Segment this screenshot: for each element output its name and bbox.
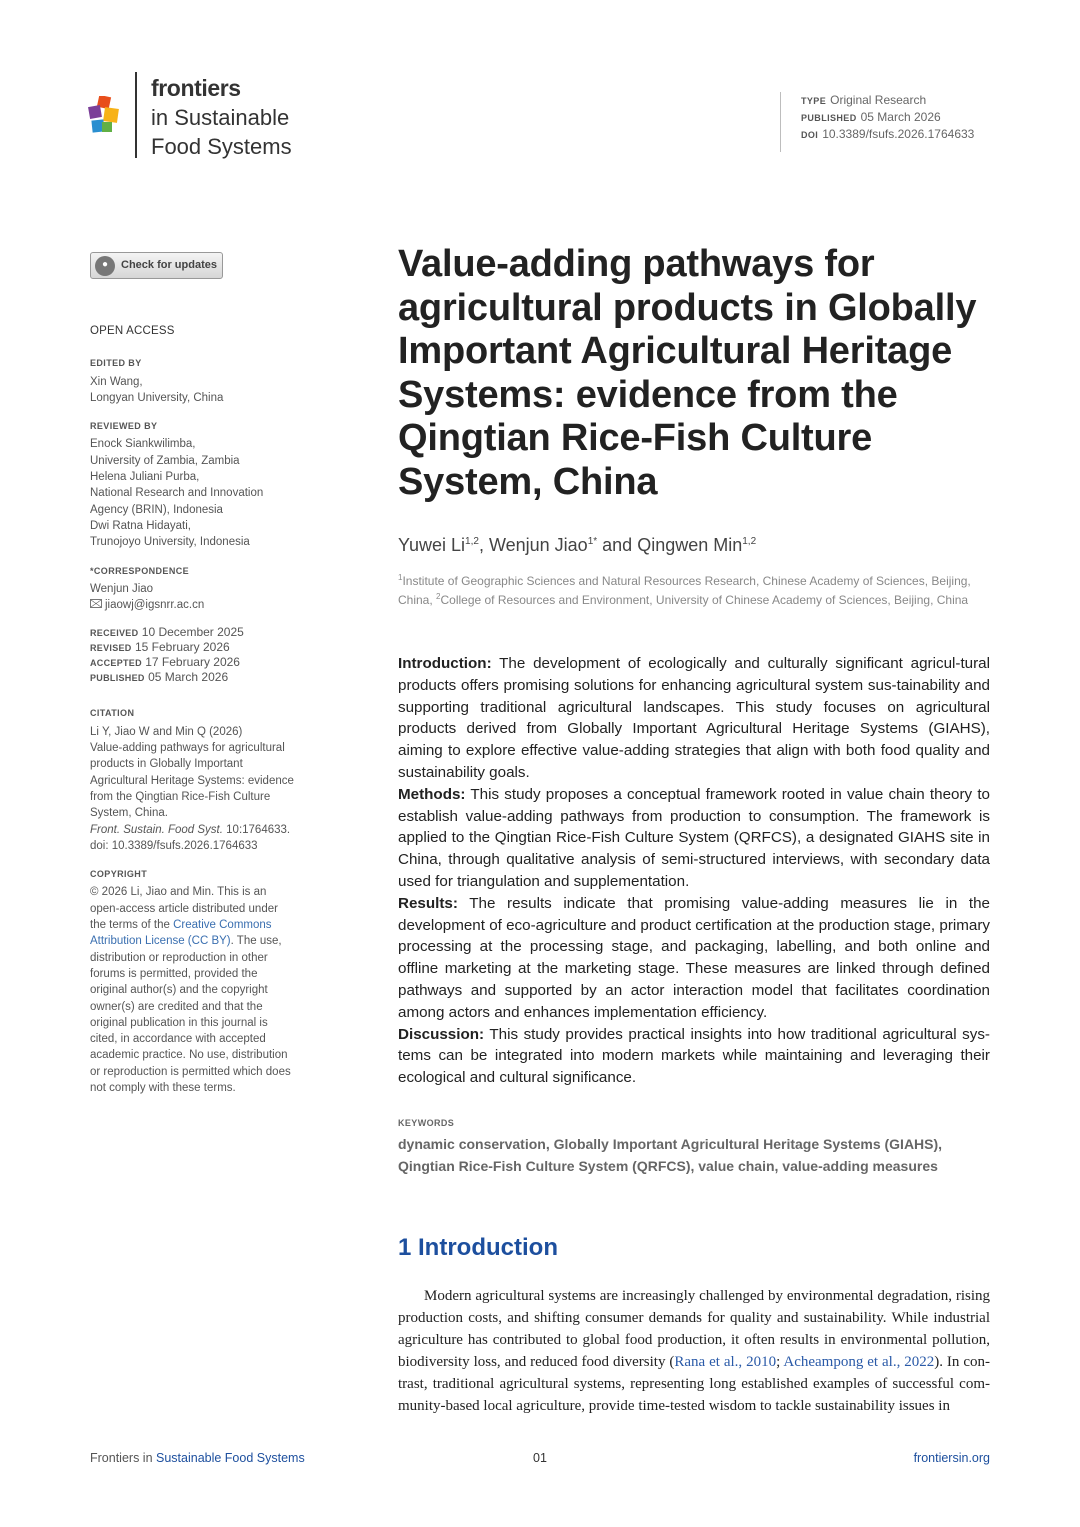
citation-link[interactable]: Rana et al., 2010 [674, 1354, 777, 1370]
reviewer-line: Enock Siankwilimba, [90, 438, 196, 451]
copyright-line: open-access article distributed under [90, 902, 278, 915]
abstract-results-text: The results indicate that promising value-adding measures lie in the development of eco-agriculture and product certification at the production stage, primary processing at the processing stage, and packaging, labelling, and both online and offline marketing at the marketing stage. These measures are linked through defined pathways and supported by an actor interaction model that facilitates coordination among actors and enhances implementation efficiency. [398, 894, 990, 1021]
footer-journal-prefix: Frontiers in [90, 1451, 156, 1465]
reviewed-by-label: REVIEWED BY [90, 421, 158, 432]
copyright-terms-prefix: the terms of the [90, 919, 174, 932]
article-sidebar [90, 252, 330, 1096]
affil-sup: 1 [398, 573, 403, 582]
reviewer-line: Agency (BRIN), Indonesia [90, 503, 223, 516]
correspondence-email[interactable]: jiaowj@igsnrr.ac.cn [105, 599, 205, 612]
abstract-discussion [398, 1024, 990, 1089]
type-value: Original Research [830, 93, 927, 107]
published-date-label: PUBLISHED [90, 673, 145, 684]
citation-line: Value-adding pathways for agricultural [90, 742, 285, 755]
frontiers-logo-icon [88, 96, 124, 136]
accepted-date: 17 February 2026 [145, 655, 240, 670]
published-label: PUBLISHED [801, 113, 857, 123]
citation-line: from the Qingtian Rice-Fish Culture [90, 790, 271, 803]
cc-license-link[interactable]: Creative Commons [173, 919, 272, 932]
mail-icon [90, 599, 102, 608]
affiliation-1: Institute of Geographic Sciences and Natural Resources Research, Chinese Academy of Sciences, Beijing, China, [398, 574, 971, 608]
edited-by-label: EDITED BY [90, 358, 142, 369]
logo-journal-line2: Food Systems [151, 134, 292, 159]
copyright-line: cited, in accordance with accepted [90, 1033, 266, 1046]
citation-journal: Front. Sustain. Food Syst. [90, 823, 223, 836]
footer-site-link[interactable]: frontiersin.org [913, 1451, 990, 1465]
reviewer-line: Trunojoyo University, Indonesia [90, 536, 250, 549]
page-number: 01 [533, 1451, 547, 1465]
citation-label: CITATION [90, 708, 135, 719]
reviewer-line: National Research and Innovation [90, 487, 264, 500]
keywords: dynamic conservation, Globally Important Agricultural Heritage Systems (GIAHS), Qingtian Rice-Fish Culture System (QRFCS), value chain, value-adding measures [398, 1136, 943, 1174]
reviewer-line: University of Zambia, Zambia [90, 454, 240, 467]
logo-brand: frontiers [151, 75, 241, 101]
copyright-line: original publication in this journal is [90, 1016, 268, 1029]
author-affil-sup: 1* [587, 536, 598, 547]
author-and: and [597, 535, 638, 555]
abstract-intro-text: The development of ecologically and culturally significant agricul-tural products offers promising solutions for enhancing agricultural system sus-tainability and supporting traditional agricultural landscapes. This study focuses on agricultural products derived from Globally Important Agricultural Heritage Systems (GIAHS), aiming to explore effective value-adding strategies that align with both food quality and sustainability goals. [398, 655, 990, 781]
abstract-introduction [398, 653, 990, 784]
abstract-results-label: Results: [398, 894, 458, 912]
author-name[interactable]: Qingwen Min [637, 535, 743, 555]
citation-volume: 10:1764633. [222, 823, 291, 836]
abstract [398, 653, 990, 1089]
author-name[interactable]: Wenjun Jiao [488, 535, 588, 555]
received-date: 10 December 2025 [141, 625, 244, 640]
copyright-line [90, 933, 330, 949]
intro-text-b: ). In con-trast, traditional agricultural systems, representing long established examples of successful com-munity-based local agriculture, provide time-tested wisdom to tackle sustainability issues in [398, 1354, 990, 1414]
logo-divider [135, 72, 137, 158]
reviewer-line: Dwi Ratna Hidayati, [90, 519, 191, 532]
affiliations [398, 570, 978, 609]
copyright-label: COPYRIGHT [90, 869, 148, 880]
revised-label: REVISED [90, 643, 132, 654]
keywords-label: KEYWORDS [398, 1118, 455, 1128]
section-heading-introduction: 1 Introduction [398, 1234, 558, 1261]
cc-license-link-2[interactable]: Attribution License (CC BY) [90, 935, 231, 948]
copyright-line: owner(s) are credited and that the [90, 1000, 263, 1013]
abstract-discussion-text: This study provides practical insights into how traditional agricultural sys-tems can be integrated into modern markets while maintaining and leveraging their ecological and cultural significance. [398, 1025, 990, 1087]
published-value: 05 March 2026 [860, 110, 941, 124]
revised-date: 15 February 2026 [134, 640, 230, 655]
abstract-methods-text: This study proposes a conceptual framework rooted in value chain theory to establish value-adding pathways from production to consumption. The framework is applied to the Qingtian Rice-Fish Culture System (QRFCS), a designated GIAHS site in China, through qualitative analysis of semi-structured interviews, with secondary data used for triangulation and supplementation. [398, 785, 990, 890]
abstract-intro-label: Introduction: [398, 655, 492, 672]
open-access-label: OPEN ACCESS [90, 325, 175, 337]
copyright-line [90, 917, 330, 933]
article-dates [90, 625, 330, 685]
citation-line: Agricultural Heritage Systems: evidence [90, 774, 294, 787]
author-name[interactable]: Yuwei Li [398, 535, 466, 555]
cite-separator: ; [776, 1354, 784, 1370]
abstract-methods-label: Methods: [398, 785, 466, 803]
received-label: RECEIVED [90, 628, 139, 639]
copyright-line: academic practice. No use, distribution [90, 1049, 288, 1062]
editor-line: Longyan University, China [90, 391, 224, 404]
doi-label: DOI [801, 130, 819, 140]
abstract-methods [398, 784, 990, 893]
copyright-line: forums is permitted, provided the [90, 967, 258, 980]
citation-journal-row [90, 822, 330, 838]
introduction-paragraph [398, 1285, 990, 1417]
citation-doi[interactable]: doi: 10.3389/fsufs.2026.1764633 [90, 839, 258, 852]
editor-line: Xin Wang, [90, 375, 143, 388]
author-list: Yuwei Li$^{1,2}$, Wenjun Jiao$^{1*}$ and Qingwen Min$^{1,2}$ [398, 535, 757, 555]
copyright-after-link: . The use, [230, 935, 282, 948]
doi-value[interactable]: 10.3389/fsufs.2026.1764633 [822, 127, 975, 141]
author-affil-sup: 1,2 [742, 536, 757, 547]
author-affil-sup: 1,2 [465, 536, 479, 547]
citation-line: Li Y, Jiao W and Min Q (2026) [90, 725, 243, 738]
abstract-results [398, 893, 990, 1024]
affiliation-2: College of Resources and Environment, University of Chinese Academy of Sciences, Beijing, China [440, 593, 969, 608]
check-for-updates-button[interactable] [90, 252, 223, 279]
journal-logo[interactable] [88, 72, 338, 162]
copyright-line: © 2026 Li, Jiao and Min. This is an [90, 886, 267, 899]
published-date: 05 March 2026 [148, 670, 229, 685]
footer-journal [90, 1451, 305, 1465]
intro-text-a: Modern agricultural systems are increasingly challenged by environmental degradation, rising production costs, and shifting consumer demands for quality and sustainability. While industrial agriculture has contributed to global food production, it often results in environmental pollution, biodiversity loss, and reduced food diversity ( [398, 1288, 990, 1370]
copyright-line: not comply with these terms. [90, 1081, 236, 1094]
citation-line: System, China. [90, 807, 168, 820]
type-label: TYPE [801, 96, 827, 106]
correspondence-label: *CORRESPONDENCE [90, 565, 190, 576]
correspondence-name: Wenjun Jiao [90, 582, 154, 595]
check-updates-icon: ● [95, 256, 115, 276]
copyright-line: original author(s) and the copyright [90, 984, 268, 997]
citation-line: products in Globally Important [90, 758, 243, 771]
logo-journal-line1: in Sustainable [151, 105, 290, 130]
reviewer-line: Helena Juliani Purba, [90, 471, 200, 484]
accepted-label: ACCEPTED [90, 658, 142, 669]
copyright-line: or reproduction is permitted which does [90, 1065, 291, 1078]
copyright-line: distribution or reproduction in other [90, 951, 268, 964]
abstract-discussion-label: Discussion: [398, 1025, 485, 1043]
article-meta [780, 92, 974, 152]
affil-sup: 2 [436, 592, 441, 602]
check-updates-label: Check for updates [121, 259, 217, 272]
correspondence-email-row[interactable] [90, 597, 330, 613]
citation-link[interactable]: Acheampong et al., 2022 [783, 1354, 935, 1370]
logo-wordmark [151, 74, 292, 161]
article-title: Value-adding pathways for agricultural products in Globally Important Agricultural Heritage Systems: evidence from the Qingtian Rice-Fish Culture System, China [398, 243, 977, 503]
footer-journal-link[interactable]: Sustainable Food Systems [156, 1451, 305, 1465]
